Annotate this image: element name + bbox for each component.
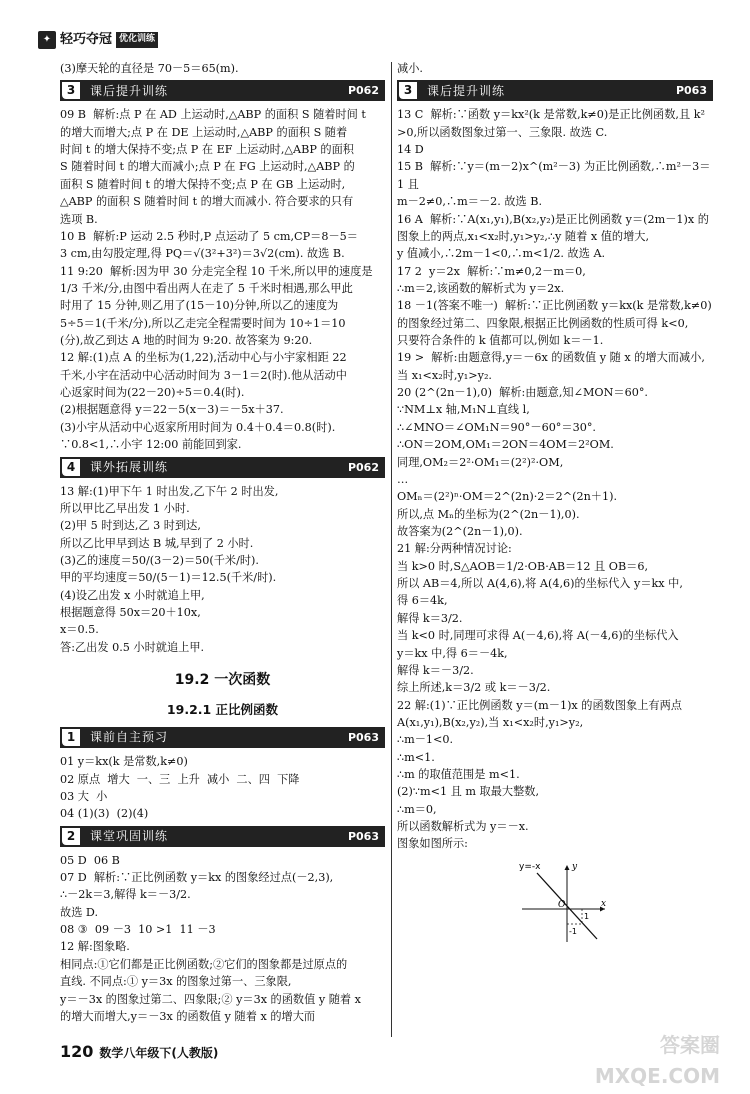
text-line: 08 ③ 09 －3 10 >1 11 －3 [60,923,216,937]
text-line: y 值减小,∴2m－1<0,∴m<1/2. 故选 A. [397,247,606,261]
text-line: ∴ON＝2OM,OM₁＝2ON＝4OM＝2²OM. [397,438,614,452]
text-line: (分),故乙到达 A 地的时间为 9:20. 故答案为 9:20. [60,334,313,348]
brand-sub: 优化训练 [116,32,158,48]
text-line: 22 解:(1)∵正比例函数 y＝(m－1)x 的函数图象上有两点 [397,698,682,712]
section-number: 3 [60,80,82,101]
text-line: 17 2 y＝2x 解析:∵m≠0,2－m＝0, [397,264,586,278]
text-line: 12 解:图象略. [60,940,130,954]
section-number: 4 [60,457,82,478]
text-line: 16 A 解析:∵A(x₁,y₁),B(x₂,y₂)是正比例函数 y＝(2m－1)x 的 [397,212,709,226]
text-line: m－2≠0,∴m＝－2. 故选 B. [397,195,543,209]
text-line: 所以函数解析式为 y＝－x. [397,820,529,834]
answers-block-d [60,852,385,1026]
text-line: 的图象经过第二、四象限,根据正比例函数的性质可得 k<0, [397,316,689,330]
line-label: y=-x [519,861,541,872]
text-line: ∴m－1<0. [397,733,454,747]
origin-label: O [558,899,566,910]
text-line: 所以甲比乙早出发 1 小时. [60,501,190,515]
text-line: ∴m＝2,该函数的解析式为 y＝2x. [397,281,565,295]
section-title: 课后提升训练 [90,83,169,98]
section-page: P063 [675,84,707,98]
text-line: 综上所述,k＝3/2 或 k＝－3/2. [397,681,551,695]
y-axis-label: y [572,861,578,872]
text-line: 减小. [397,62,423,75]
text-line: 13 C 解析:∵函数 y＝kx²(k 是常数,k≠0)是正比例函数,且 k² [397,108,705,122]
text-line: 07 D 解析:∵正比例函数 y＝kx 的图象经过点(－2,3), [60,871,334,884]
text-line: 得 6＝4k, [397,594,448,608]
x-tick-label: 1 [584,911,590,921]
text-line: 面积 S 随着时间 t 的增大保持不变;点 P 在 GB 上运动时, [60,177,346,191]
text-line: ∴－2k＝3,解得 k＝－3/2. [60,888,191,902]
text-line: OMₙ＝(2²)ⁿ·OM＝2^(2n)·2＝2^(2n＋1). [397,490,618,504]
text-line: ∴m＝0, [397,802,437,816]
answers-block-e [397,106,713,852]
text-line: (3)小宇从活动中心返家所用时间为 0.4＋0.4＝0.8(时). [60,420,336,434]
text-line: 19 > 解析:由题意得,y＝－6x 的函数值 y 随 x 的增大而减小, [397,351,705,365]
section-number: 1 [60,727,82,748]
x-axis-label: x [601,898,607,909]
text-line: … [397,472,409,486]
text-line: y＝－3x 的图象过第二、四象限;② y＝3x 的函数值 y 随着 x [60,992,361,1006]
section-title: 课外拓展训练 [90,459,169,474]
text-line: 选项 B. [60,212,98,226]
text-line: 09 B 解析:点 P 在 AD 上运动时,△ABP 的面积 S 随着时间 t [60,108,366,122]
text-line: 根据题意得 50x＝20＋10x, [60,606,201,620]
text-line: 1/3 千米/分,由图中看出两人在走了 5 千米时相遇,那么甲此 [60,281,353,295]
text-line: 13 解:(1)甲下午 1 时出发,乙下午 2 时出发, [60,484,279,498]
text-line: 故选 D. [60,905,99,919]
text-line: y＝kx 中,得 6＝－4k, [397,646,508,660]
text-line: (2)根据题意得 y＝22－5(x－3)＝－5x＋37. [60,403,284,417]
section-number: 3 [397,80,419,101]
text-line: 14 D [397,143,424,157]
text-line: 解得 k＝3/2. [397,611,463,625]
section-page: P062 [347,84,379,98]
section-number: 2 [60,826,82,847]
text-line: 02 原点 增大 一、三 上升 减小 二、四 下降 [60,772,300,786]
section-title: 课前自主预习 [90,730,169,745]
chapter-heading: 19.2 一次函数 [174,672,271,689]
page-header [38,30,718,54]
text-line: A(x₁,y₁),B(x₂,y₂),当 x₁<x₂时,y₁>y₂, [397,715,584,729]
book-title: 数学八年级下(人教版) [99,1046,219,1060]
text-line: 当 k>0 时,S△AOB＝1/2·OB·AB＝12 且 OB＝6, [397,559,649,573]
text-line: 05 D 06 B [60,853,120,867]
text-line: (2)甲 5 时到达,乙 3 时到达, [60,519,201,533]
text-line: ∴m 的取值范围是 m<1. [397,768,520,782]
text-line: 的增大而增大;点 P 在 DE 上运动时,△ABP 的面积 S 随着 [60,125,348,139]
text-line: 的增大而增大,y＝－3x 的函数值 y 随着 x 的增大而 [60,1009,316,1023]
text-line: 相同点:①它们都是正比例函数;②它们的图象都是过原点的 [60,957,348,971]
text-line: 当 x₁<x₂时,y₁>y₂. [397,368,492,382]
section-title: 课后提升训练 [427,83,506,98]
text-line: 11 9:20 解析:因为甲 30 分走完全程 10 千米,所以甲的速度是 [60,264,373,278]
text-line: 同理,OM₂＝2²·OM₁＝(2²)²·OM, [397,455,564,469]
text-line: 千米,小宇在活动中心活动时间为 3－1＝2(时).他从活动中 [60,368,347,382]
text-line: 15 B 解析:∵y＝(m－2)x^(m²－3) 为正比例函数,∴m²－3＝1 且 [397,160,711,191]
text-line: >0,所以函数图象过第一、三象限. 故选 C. [397,125,608,139]
watermark [595,1030,720,1092]
text-line: 所以 AB＝4,所以 A(4,6),将 A(4,6)的坐标代入 y＝kx 中, [397,577,683,591]
text-line: 20 (2^(2n－1),0) 解析:由题意,知∠MON＝60°. [397,386,648,400]
section-header-c [60,727,385,748]
brand-logo-text: 轻巧夺冠 [60,32,113,47]
section-heading: 19.2.1 正比例函数 [166,701,279,717]
section-header-a [60,80,385,101]
text-line: 03 大 小 [60,789,108,803]
text-line: 时用了 15 分钟,则乙用了(15－10)分钟,所以乙的速度为 [60,299,339,313]
logo-icon: ✦ [38,31,56,49]
text-line: 直线. 不同点:① y＝3x 的图象过第一、三象限, [60,975,292,989]
text-line: S 随着时间 t 的增大而减小;点 P 在 FG 上运动时,△ABP 的 [60,160,355,174]
text-line: 解得 k＝－3/2. [397,663,474,677]
watermark-line1: 答案圈 [660,1033,720,1057]
text-line: 时间 t 的增大保持不变;点 P 在 EF 上运动时,△ABP 的面积 [60,143,354,157]
section-header-d [60,826,385,847]
text-line: 只要符合条件的 k 值都可以,例如 k＝－1. [397,334,604,348]
text-line: 图象如图所示: [397,837,468,851]
left-column [60,60,385,1025]
text-line: 5÷5＝1(千米/分),所以乙走完全程需要时间为 10÷1＝10 [60,316,346,330]
text-line: (3)摩天轮的直径是 70－5＝65(m). [60,62,239,75]
text-line: 所以乙比甲早到达 B 城,早到了 2 小时. [60,536,254,550]
page-number: 120 [60,1042,94,1061]
text-line: 甲的平均速度＝50/(5－1)＝12.5(千米/时). [60,571,277,585]
text-line: 答:乙出发 0.5 小时就追上甲. [60,640,205,654]
y-tick-label: -1 [569,926,577,936]
text-line: x＝0.5. [60,623,99,637]
function-graph [517,859,607,944]
text-line: 04 (1)(3) (2)(4) [60,807,149,821]
text-line: 21 解:分两种情况讨论: [397,542,512,556]
text-line: △ABP 的面积 S 随着时间 t 的增大而减小. 符合要求的只有 [60,195,354,209]
right-column [397,60,713,949]
text-line: ∵0.8<1,∴小宇 12:00 前能回到家. [60,438,242,452]
section-page: P062 [347,460,379,474]
text-line: (4)设乙出发 x 小时就追上甲, [60,588,205,602]
text-line: 18 －1(答案不唯一) 解析:∵正比例函数 y＝kx(k 是常数,k≠0) [397,299,712,313]
text-line: ∴m<1. [397,750,435,764]
text-line: 图象上的两点,x₁<x₂时,y₁>y₂,∴y 随着 x 值的增大, [397,229,650,243]
section-page: P063 [347,731,379,745]
text-line: 故答案为(2^(2n－1),0). [397,524,523,538]
section-title: 课堂巩固训练 [90,828,169,843]
text-line: 所以,点 Mₙ的坐标为(2^(2n－1),0). [397,507,580,521]
text-line: 心返家时间为(22－20)÷5＝0.4(时). [60,386,245,400]
watermark-line2: MXQE.COM [594,1064,720,1088]
answers-block-b [60,483,385,657]
text-line: (3)乙的速度＝50/(3－2)＝50(千米/时). [60,553,259,567]
text-line: ∵NM⊥x 轴,M₁N⊥直线 l, [397,403,530,417]
text-line: (2)∵m<1 且 m 取最大整数, [397,785,540,799]
answers-block-c [60,753,385,822]
page-footer [60,1040,218,1065]
answers-block-a [60,106,385,453]
y-axis-arrow-icon [565,865,570,870]
section-header-e [397,80,713,101]
brand [38,30,158,50]
section-page: P063 [347,829,379,843]
left-top-text [60,60,385,77]
text-line: 12 解:(1)点 A 的坐标为(1,22),活动中心与小宇家相距 22 [60,351,347,365]
text-line: 3 cm,由勾股定理,得 PQ＝√(3²+3²)＝3√2(cm). 故选 B. [60,247,345,261]
text-line: ∴∠MNO＝∠OM₁N＝90°－60°＝30°. [397,420,596,434]
text-line: 当 k<0 时,同理可求得 A(－4,6),将 A(－4,6)的坐标代入 [397,629,679,643]
right-top-text [397,60,713,77]
text-line: 01 y＝kx(k 是常数,k≠0) [60,755,188,769]
section-header-b [60,457,385,478]
text-line: 10 B 解析:P 运动 2.5 秒时,P 点运动了 5 cm,CP＝8－5＝ [60,229,358,243]
column-divider [391,62,392,1037]
